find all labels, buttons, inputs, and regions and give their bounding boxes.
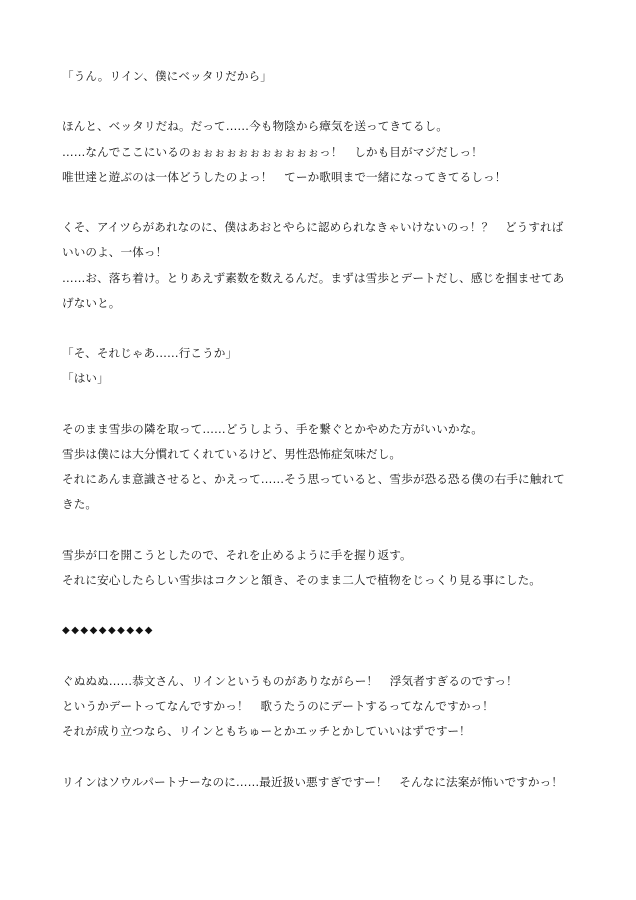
text-line: 「はい」 xyxy=(62,371,109,386)
text-line: げないと。 xyxy=(62,295,121,310)
text-line: ……なんでここにいるのぉぉぉぉぉぉぉぉぉぉぉっ！ しかも目がマジだしっ！ xyxy=(62,144,483,159)
text-line: ……お、落ち着け。とりあえず素数を数えるんだ。まずは雪歩とデートだし、感じを掴ませてあ xyxy=(62,270,565,285)
text-line: 「そ、それじゃあ……行こうか」 xyxy=(62,346,238,361)
text-line: そのまま雪歩の隣を取って……どうしよう、手を繋ぐとかやめた方がいいかな。 xyxy=(62,421,483,436)
text-line: それにあんま意識させると、かえって……そう思っていると、雪歩が恐る恐る僕の右手に触れて xyxy=(62,472,565,487)
text-line: ぐぬぬぬ……恭文さん、リインというものがありながらー！ 浮気者すぎるのですっ！ xyxy=(62,673,518,688)
text-line: 雪歩が口を開こうとしたので、それを止めるように手を握り返す。 xyxy=(62,547,412,562)
text-line: それが成り立つなら、リインともちゅーとかエッチとかしていいはずですー！ xyxy=(62,724,471,739)
blank-line xyxy=(62,316,582,341)
blank-line xyxy=(62,392,582,417)
text-line: それに安心したらしい雪歩はコクンと頷き、そのまま二人で植物をじっくり見る事にした。 xyxy=(62,572,541,587)
blank-line xyxy=(62,190,582,215)
text-line: 唯世達と遊ぶのは一体どうしたのよっ！ てーか歌唄まで一緒になってきてるしっ！ xyxy=(62,169,507,184)
body-text xyxy=(62,64,582,795)
text-line: きた。 xyxy=(62,497,98,512)
text-line: いいのよ、一体っ！ xyxy=(62,245,168,260)
text-line: リインはソウルパートナーなのに……最近扱い悪すぎですー！ そんなに法案が怖いですかっ！ xyxy=(62,774,563,789)
scene-break-divider: ◆◆◆◆◆◆◆◆◆◆ xyxy=(62,625,154,637)
blank-line xyxy=(62,593,582,618)
text-line: 雪歩は僕には大分慣れてくれているけど、男性恐怖症気味だし。 xyxy=(62,446,402,461)
text-line: 「うん。リイン、僕にベッタリだから」 xyxy=(62,69,272,83)
blank-line xyxy=(62,644,582,669)
text-line: ほんと、ベッタリだね。だって……今も物陰から瘴気を送ってきてるし。 xyxy=(62,119,448,134)
text-line: くそ、アイツらがあれなのに、僕はあおとやらに認められなきゃいけないのっ！？ どうすれば xyxy=(62,220,564,235)
blank-line xyxy=(62,744,582,769)
text-line: というかデートってなんですかっ！ 歌うたうのにデートするってなんですかっ！ xyxy=(62,698,494,713)
blank-line xyxy=(62,518,582,543)
blank-line xyxy=(62,89,582,114)
